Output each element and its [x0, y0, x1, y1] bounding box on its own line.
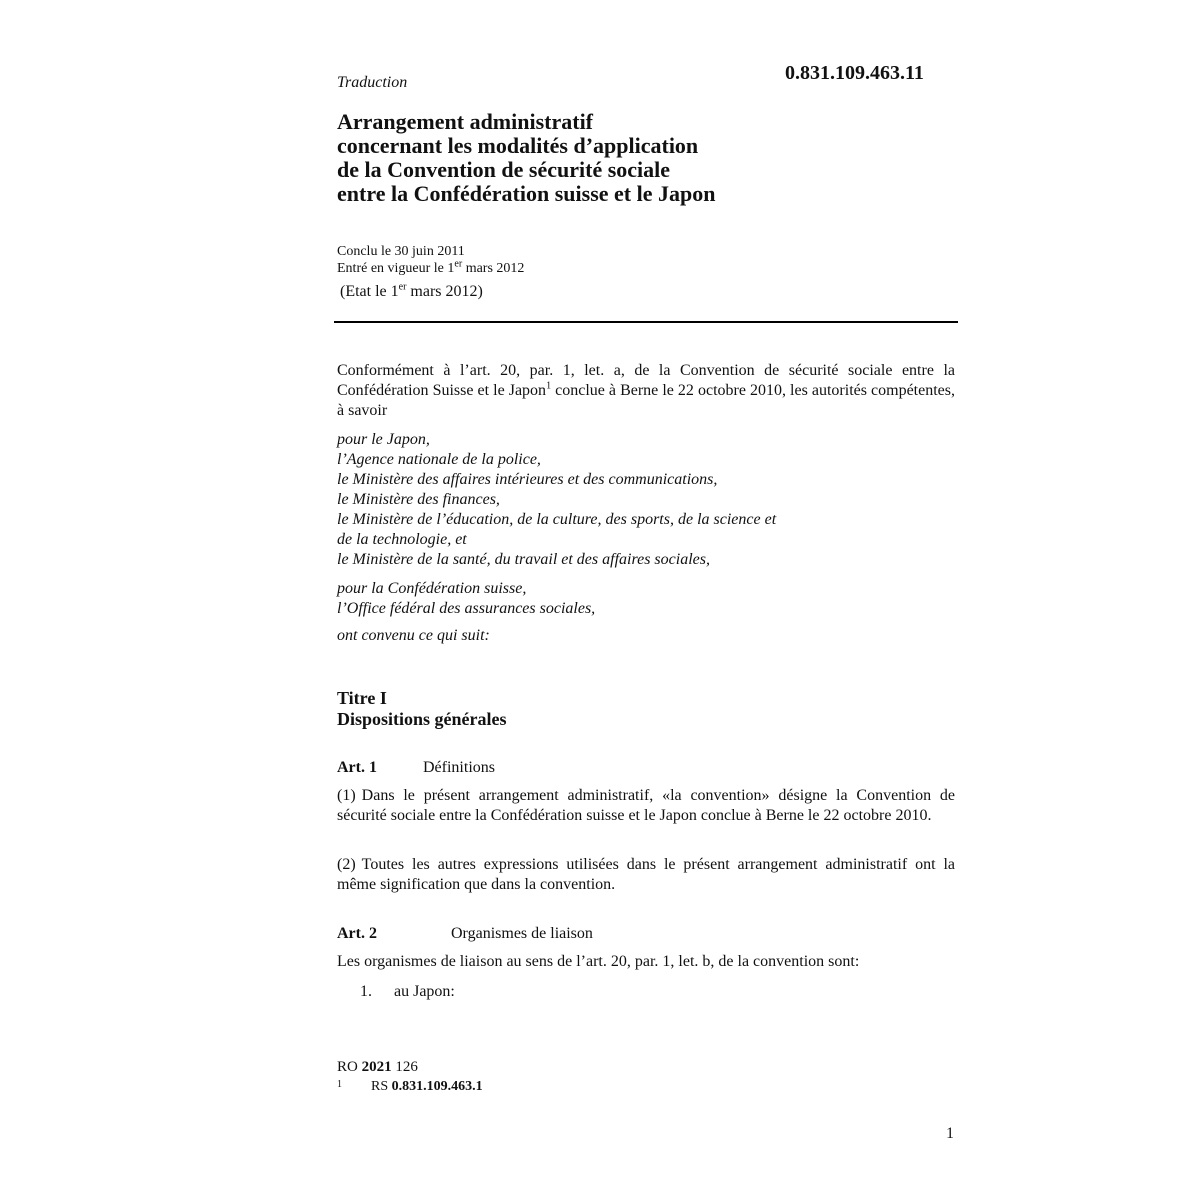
footnote-1: $^1$ RS 0.831.109.463.1: [337, 1079, 483, 1094]
preamble-paragraph: Conformément à l’art. 20, par. 1, let. a, de la Convention de sécurité sociale entre la Confédération Suisse et le Japon$^1$ conclue à Berne le 22 octobre 2010, les autorités compétentes, à savoir: [337, 362, 956, 419]
art2-heading: Art. 2 Organismes de liaison: [337, 925, 593, 942]
dates-block: [337, 243, 524, 277]
swiss-authorities: pour la Confédération suisse, l’Office fédéral des assurances sociales,: [337, 580, 596, 617]
art2-item1: 1. au Japon:: [360, 983, 455, 1000]
agreed-line: ont convenu ce qui suit:: [337, 627, 490, 644]
title-line: entre la Confédération suisse et le Japon: [337, 181, 716, 206]
translation-label: Traduction: [337, 74, 408, 91]
title-line: de la Convention de sécurité sociale: [337, 157, 671, 182]
titre-heading: Titre I Dispositions générales: [337, 688, 507, 729]
entry-date: Entré en vigueur le 1er mars 2012: [337, 258, 525, 276]
sr-number: 0.831.109.463.11: [785, 62, 924, 84]
state-date: (Etat le 1er mars 2012): [340, 281, 483, 300]
art1-para1: (1) Dans le présent arrangement administratif, «la convention» désigne la Convention de sécurité sociale entre la Confédération suisse et le Japon conclue à Berne le 22 octobre 2010.: [337, 787, 955, 824]
title-line: concernant les modalités d’application: [337, 133, 699, 158]
japan-authorities: pour le Japon, l’Agence nationale de la police, le Ministère des affaires intérieures et des communications, le Ministère des finances, le Ministère de l’éducation, de la culture, des sports, de la science et de la technologie, et le Ministère de la santé, du travail et des affaires sociales,: [337, 431, 777, 568]
art2-intro: Les organismes de liaison au sens de l’art. 20, par. 1, let. b, de la convention sont:: [337, 953, 860, 970]
concluded-date: Conclu le 30 juin 2011: [337, 244, 465, 259]
header-divider: [334, 321, 958, 323]
page-number: 1: [946, 1125, 954, 1142]
document-title: [337, 110, 715, 206]
art1-para2: (2) Toutes les autres expressions utilisées dans le présent arrangement administratif ont la même signification que dans la convention.: [337, 856, 955, 893]
ro-reference: RO 2021 126: [337, 1059, 418, 1075]
art1-heading: Art. 1 Définitions: [337, 759, 495, 776]
title-line: Arrangement administratif: [337, 109, 594, 134]
footnote-ref[interactable]: 1: [546, 380, 552, 392]
